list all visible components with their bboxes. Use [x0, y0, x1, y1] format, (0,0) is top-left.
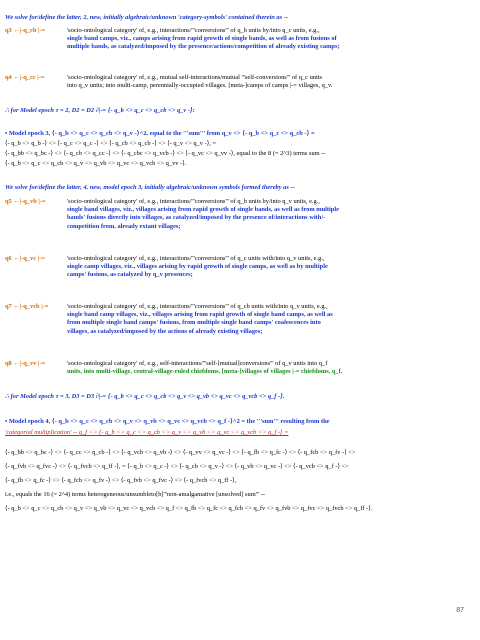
definition-q7-line-4: villages, as catalyzed/imposed by the actions of already existing villages;	[67, 327, 263, 335]
definition-q7-lhs: q7 ←|-q_vcb |-=	[5, 303, 49, 310]
definition-q6-line-2: single camp villages, viz., villages arising by rapid growth of single camps, as well as by multiple	[67, 263, 328, 271]
definition-q4-line-1: 'socio-ontological category' of, e.g., mutual self-interactions/mutual '''self-conversions''' of q_c units	[67, 74, 323, 81]
definition-q5-line-1: 'socio-ontological category' of, e.g., interactions/'''conversions''' of q_b units by/into q_v units, e.g.,	[67, 198, 320, 205]
definition-q3-line-2: single band camps, viz., camps arising from rapid growth of single bands, as well as from fusions of	[67, 35, 337, 43]
definition-q5-line-4: competition from, already extant villages;	[67, 222, 181, 230]
definition-q6-lhs: q6 ←|-q_vc |-=	[5, 255, 45, 262]
definition-q8-body	[67, 360, 475, 376]
definition-q3-lhs: q3 ←|-q_cb |-=	[5, 27, 46, 34]
definition-q6-line-1: 'socio-ontological category' of, e.g., interactions/'''conversions''' of q_c units with/into q_v units, e.g.,	[67, 255, 325, 262]
definition-q5-line-2: single band villages, viz., villages arising from rapid growth of single bands, as well as from multiple	[67, 206, 339, 214]
model-epoch4-line-1: • Model epoch 4, ⟨- q_b <> q_c <> q_cb <> q_v <> q_vb <> q_vc <> q_vcb <> q_f -⟩^2 = the '''sum''' resulting from the	[5, 418, 330, 425]
section1-heading: We solve for/define the latter, 2, new, initially algebraic/unknown 'category-symbols' contained therein as --	[5, 14, 288, 21]
definition-q4-body	[67, 74, 475, 90]
model-epoch4-line-2: 'categorial multiplication' -- q_f <> ⟨- q_b <> q_c <> q_cb <> q_v <> q_vb <> q_vc <> q_vcb <> q_f -⟩ =	[5, 429, 289, 436]
definition-q7-line-1: 'socio-ontological category' of, e.g., interactions/'''conversions''' of q_cb units with/into q_v units, e.g.,	[67, 303, 328, 310]
model-epoch3-line-4: ⟨- q_b <> q_c <> q_cb <> q_v <> q_vb <> q_vc <> q_vcb <> q_vv -⟩.	[5, 160, 187, 167]
definition-q8	[5, 360, 475, 386]
definition-q5-lhs: q5 ←|-q_vb |-=	[5, 198, 46, 205]
definition-q7-line-2: single band camp villages, viz., villages arising from rapid growth of single band camps, as well as	[67, 311, 333, 319]
definition-q5-line-3: bands' fusions directly into villages, as catalyzed/imposed by the presence of/interactions with/-	[67, 214, 326, 222]
model-epoch3-line-3: ⟨- q_bb <> q_bc -⟩ <> ⟨- q_cb <> q_cc -⟩ <> ⟨- q_cbc <> q_vcb -⟩ <> ⟨- q_vc <> q_vv -⟩, equal to the 8 (= 2^3) terms sum --	[5, 150, 326, 157]
model-epoch4-line-6: i.e., equals the 16 (= 2^4) terms heterogeneous/unsumbleto[b]'''non-amalgamative [unsolved] sum''' --	[5, 491, 266, 498]
definition-q7	[5, 303, 475, 347]
definition-q8-line-2: units, into multi-village, central-village-ruled chiefdoms. [meta-]villages of villages |-= chiefdoms, q_f.	[67, 368, 343, 376]
definition-q6-body	[67, 255, 475, 280]
definition-q3-body	[67, 27, 475, 52]
definition-q8-line-1: 'socio-ontological category' of, e.g., self-interactions/'''self-[mutual]conversions''' of q_v units into q_f	[67, 360, 328, 367]
section1-conclusion: ∴ for Model epoch τ = 2, D2 = D2 ∂|-= ⟨- q_b <> q_c <> q_cb <> q_v -⟩:	[5, 107, 195, 114]
definition-q4-lhs: q4 ←|-q_cc |-=	[5, 74, 45, 81]
definition-q7-body	[67, 303, 475, 336]
definition-q7-line-3: from multiple single band camps' fusions, from multiple single band camps' coalescences into	[67, 319, 321, 327]
definition-q4-line-2: into q_v units; into multi-camp, perennially-occupied villages. [meta-]camps of camps |-= villages, q_v.	[67, 82, 333, 90]
model-epoch4-line-4: ⟨- q_fvb <> q_fvc -⟩ <> ⟨- q_fvcb <> q_ff -⟩, = ⟨- q_b <> q_c -⟩ <> ⟨- q_cb <> q_v -⟩ <> ⟨- q_vb <> q_vc -⟩ <> ⟨- q_vcb <> q_f -⟩ <>	[5, 463, 349, 470]
model-epoch4-line-3: ⟨- q_bb <> q_bc -⟩ <> ⟨- q_cc <> q_cb -⟩ <> ⟨- q_vcb <> q_vb -⟩ <> ⟨- q_vv <> q_vc -⟩ <> ⟨- q_fb <> q_fc -⟩ <> ⟨- q_fcb <> q_fv -⟩ <>	[5, 449, 356, 456]
model-epoch3-line-1: • Model epoch 3, ⟨- q_b <> q_c <> q_cb <> q_v -⟩^2, equal to the '''sum''' from q_v <> ⟨- q_b <> q_c <> q_cb -⟩ =	[5, 130, 315, 137]
section2-conclusion: ∴ for Model epoch τ = 3, D3 = D3 ∂|-= ⟨- q_b <> q_c <> q_cb <> q_v <> q_vb <> q_vc <> q_vcb <> q_f -⟩.	[5, 393, 285, 400]
page-number: 87	[456, 607, 464, 614]
definition-q6-line-3: camps' fusions, as catalyzed by q_v presences;	[67, 271, 193, 279]
model-epoch4-line-7: ⟨- q_b <> q_c <> q_cb <> q_v <> q_vb <> q_vc <> q_vcb <> q_f <> q_fb <> q_fc <> q_fcb <> q_fv <> q_fvb <> q_fvc <> q_fvcb <> q_ff -⟩.	[5, 505, 373, 512]
definition-q5	[5, 198, 475, 242]
definition-q4	[5, 74, 475, 100]
definition-q3-line-1: 'socio-ontological category' of, e.g., interactions/'''conversions''' of q_b units by/into q_c units, e.g.,	[67, 27, 320, 34]
model-epoch4-line-5: ⟨- q_fb <> q_fc -⟩ <> ⟨- q_fcb <> q_fv -⟩ <> ⟨- q_fvb <> q_fvc -⟩ <> ⟨- q_fvcb <> q_ff -⟩,	[5, 477, 237, 484]
model-epoch3-line-2: ⟨- q_b <> q_b -⟩ <> ⟨- q_c <> q_c -⟩ <> ⟨- q_cb <> q_cb -⟩ <> ⟨- q_v <> q_v -⟩, =	[5, 140, 217, 147]
definition-q3-line-3: multiple bands, as catalyzed/imposed by the presence/actions/competition of already existing camps;	[67, 43, 340, 51]
definition-q8-lhs: q8 ←|-q_vv |-=	[5, 360, 46, 367]
section2-heading: We solve for/define the latter, 4, new, model epoch 3, initially algebraic/unknown symbols formed thereby as --	[5, 184, 295, 191]
definition-q6	[5, 255, 475, 291]
definition-q5-body	[67, 198, 475, 231]
definition-q3	[5, 27, 475, 63]
